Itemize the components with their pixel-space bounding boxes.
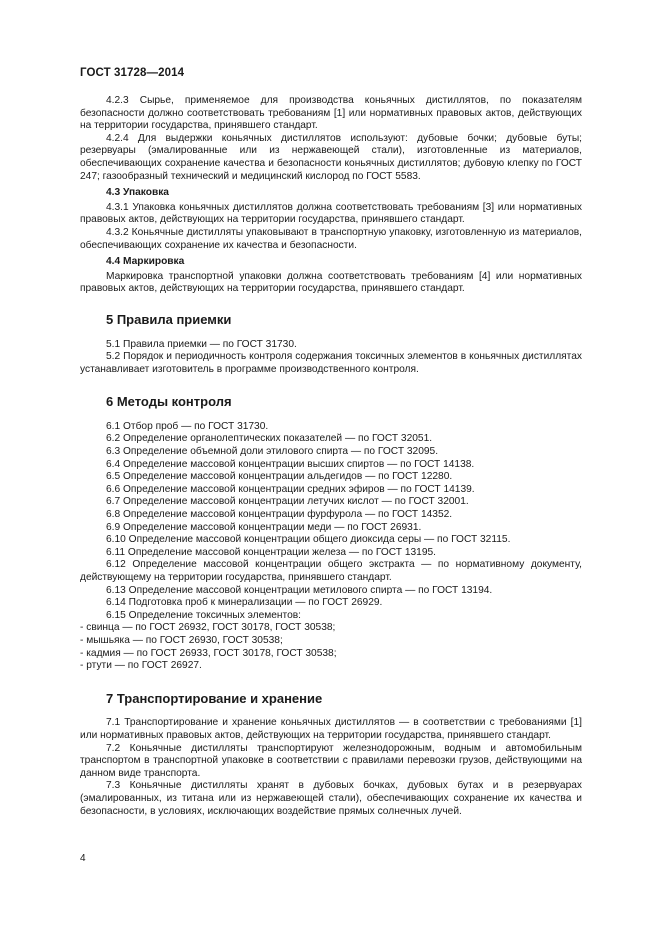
paragraph-4-2-4: 4.2.4 Для выдержки коньячных дистиллятов используют: дубовые бочки; дубовые буты; резервуары (эмалированные или из нержавеющей стали), изготовленные из материалов, обеспечивающих сохранение качества и безопасности коньячных дистиллятов; дубовую клепку по ГОСТ 247; газообразный технический и медицинский кислород по ГОСТ 5583. <box>80 132 582 182</box>
list-item: 6.1 Отбор проб — по ГОСТ 31730. <box>106 420 269 432</box>
paragraph-7-3: 7.3 Коньячные дистилляты хранят в дубовых бочках, дубовых бутах и в резервуарах (эмалированных, из титана или из нержавеющей стали), обеспечивающих сохранение их качества и безопасности, в условиях, исключающих воздействие прямых солнечных лучей. <box>80 780 582 817</box>
toxic-element-item: - кадмия — по ГОСТ 26933, ГОСТ 30178, ГОСТ 30538; <box>80 647 337 659</box>
section-heading-7: 7 Транспортирование и хранение <box>106 690 323 706</box>
list-item: 6.3 Определение объемной доли этилового спирта — по ГОСТ 32095. <box>106 446 439 458</box>
list-item: 6.8 Определение массовой концентрации фурфурола — по ГОСТ 14352. <box>106 509 453 521</box>
list-item: 6.6 Определение массовой концентрации средних эфиров — по ГОСТ 14139. <box>106 483 475 495</box>
toxic-element-item: - ртути — по ГОСТ 26927. <box>80 660 202 672</box>
paragraph-4-3-1: 4.3.1 Упаковка коньячных дистиллятов должна соответствовать требованиям [3] или нормативных правовых актов, действующих на территории государства, принявшего стандарт. <box>80 201 582 226</box>
section-heading-5: 5 Правила приемки <box>106 311 232 327</box>
section-heading-6: 6 Методы контроля <box>106 394 232 410</box>
paragraph-4-3-2: 4.3.2 Коньячные дистилляты упаковывают в транспортную упаковку, изготовленную из материалов, обеспечивающих сохранение их качества и безопасности. <box>80 226 582 251</box>
paragraph-5-2: 5.2 Порядок и периодичность контроля содержания токсичных элементов в коньячных дистиллятах устанавливает изготовитель в программе производственного контроля. <box>80 351 582 375</box>
list-item: 6.7 Определение массовой концентрации летучих кислот — по ГОСТ 32001. <box>106 496 469 508</box>
subsection-heading-4-3: 4.3 Упаковка <box>106 187 169 199</box>
page-number: 4 <box>80 853 86 864</box>
paragraph-5-1: 5.1 Правила приемки — по ГОСТ 31730. <box>106 338 297 350</box>
list-item: 6.14 Подготовка проб к минерализации — по ГОСТ 26929. <box>106 597 383 609</box>
toxic-element-item: - свинца — по ГОСТ 26932, ГОСТ 30178, ГОСТ 30538; <box>80 622 336 634</box>
paragraph-4-2-3: 4.2.3 Сырье, применяемое для производства коньячных дистиллятов, по показателям безопасности должно соответствовать требованиям [1] или нормативных правовых актов, действующих на территории государства, принявшего стандарт. <box>80 95 582 132</box>
list-item: 6.5 Определение массовой концентрации альдегидов — по ГОСТ 12280. <box>106 471 453 483</box>
paragraph-7-1: 7.1 Транспортирование и хранение коньячных дистиллятов — в соответствии с требованиями [1] или нормативных правовых актов, действующих на территории государства, принявшего стандарт. <box>80 717 582 741</box>
list-item: 6.13 Определение массовой концентрации метилового спирта — по ГОСТ 13194. <box>106 584 493 596</box>
list-item: 6.11 Определение массовой концентрации железа — по ГОСТ 13195. <box>106 546 437 558</box>
toxic-element-item: - мышьяка — по ГОСТ 26930, ГОСТ 30538; <box>80 634 283 646</box>
list-item: 6.9 Определение массовой концентрации меди — по ГОСТ 26931. <box>106 521 422 533</box>
paragraph-6-12: 6.12 Определение массовой концентрации общего экстракта — по нормативному документу, действующему на территории государства, принявшего стандарт. <box>80 559 582 583</box>
list-item: 6.10 Определение массовой концентрации общего диоксида серы — по ГОСТ 32115. <box>106 534 511 546</box>
document-body <box>80 95 582 818</box>
list-item: 6.2 Определение органолептических показателей — по ГОСТ 32051. <box>106 433 433 445</box>
subsection-heading-4-4: 4.4 Маркировка <box>106 256 185 268</box>
paragraph-4-4: Маркировка транспортной упаковки должна соответствовать требованиям [4] или нормативных правовых актов, действующих на территории государства, принявшего стандарт. <box>80 270 582 295</box>
document-header: ГОСТ 31728—2014 <box>80 67 185 79</box>
list-item: 6.15 Определение токсичных элементов: <box>106 609 301 621</box>
list-item: 6.4 Определение массовой концентрации высших спиртов — по ГОСТ 14138. <box>106 458 475 470</box>
paragraph-7-2: 7.2 Коньячные дистилляты транспортируют железнодорожным, водным и автомобильным транспортом в транспортной упаковке в соответствии с правилами перевозки грузов, действующими на данном виде транспорта. <box>80 742 582 779</box>
